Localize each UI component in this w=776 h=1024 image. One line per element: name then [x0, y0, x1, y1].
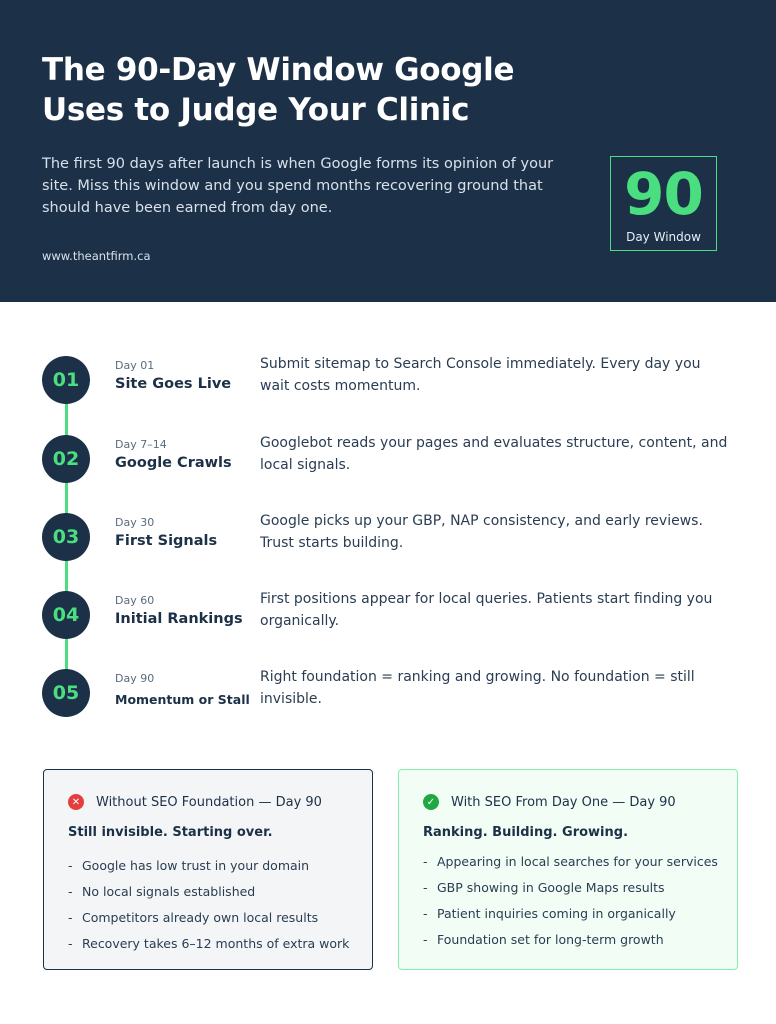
- step-number-circle: 03: [42, 513, 90, 561]
- hero-banner: [0, 0, 776, 302]
- list-item: - No local signals established: [68, 884, 256, 899]
- timeline-step: [42, 669, 742, 729]
- step-number-circle: 01: [42, 356, 90, 404]
- step-title: First Signals: [115, 533, 218, 549]
- x-circle-icon: ✕: [68, 794, 84, 810]
- badge-label: Day Window: [626, 230, 701, 244]
- step-number-circle: 05: [42, 669, 90, 717]
- step-title: Momentum or Stall: [115, 692, 250, 707]
- card-heading-text: Without SEO Foundation — Day 90: [96, 794, 322, 810]
- with-seo-card: [398, 769, 738, 970]
- step-number-circle: 04: [42, 591, 90, 639]
- timeline-step: [42, 356, 742, 416]
- list-item: - Appearing in local searches for your services: [423, 854, 718, 869]
- list-item: - GBP showing in Google Maps results: [423, 880, 665, 895]
- list-item: - Recovery takes 6–12 months of extra work: [68, 936, 350, 951]
- step-description: First positions appear for local queries. Patients start finding you organically.: [260, 591, 713, 629]
- timeline-step: [42, 435, 742, 495]
- timeline-step: [42, 591, 742, 651]
- badge-number: 90: [624, 160, 703, 228]
- step-title: Initial Rankings: [115, 611, 243, 627]
- step-day: Day 01: [115, 359, 155, 372]
- list-item: - Google has low trust in your domain: [68, 858, 310, 873]
- step-description: Right foundation = ranking and growing. No foundation = still invisible.: [260, 669, 695, 707]
- card-list: [68, 853, 349, 957]
- list-item: - Foundation set for long-term growth: [423, 932, 664, 947]
- website-link[interactable]: www.theantfirm.ca: [42, 249, 151, 263]
- step-description: Google picks up your GBP, NAP consistency, and early reviews. Trust starts building.: [260, 513, 703, 551]
- without-seo-card: [43, 769, 373, 970]
- step-title: Site Goes Live: [115, 376, 232, 392]
- step-description: Submit sitemap to Search Console immediately. Every day you wait costs momentum.: [260, 356, 701, 394]
- timeline-step: [42, 513, 742, 573]
- step-day: Day 90: [115, 672, 155, 685]
- card-list: [423, 849, 718, 953]
- card-subheading: Ranking. Building. Growing.: [423, 825, 629, 840]
- step-day: Day 7–14: [115, 438, 167, 451]
- list-item: - Competitors already own local results: [68, 910, 319, 925]
- step-day: Day 30: [115, 516, 155, 529]
- step-title: Google Crawls: [115, 455, 232, 471]
- day-window-badge: [610, 156, 717, 251]
- check-circle-icon: ✓: [423, 794, 439, 810]
- step-day: Day 60: [115, 594, 155, 607]
- card-heading-text: With SEO From Day One — Day 90: [451, 794, 676, 810]
- card-heading: [68, 794, 322, 810]
- step-number-circle: 02: [42, 435, 90, 483]
- card-heading: [423, 794, 676, 810]
- hero-description: The first 90 days after launch is when Google forms its opinion of your site. Miss this window and you spend months recovering ground that should have been earned from day one.: [42, 156, 554, 216]
- step-description: Googlebot reads your pages and evaluates structure, content, and local signals.: [260, 435, 728, 473]
- page-title: The 90-Day Window Google Uses to Judge Your Clinic: [42, 52, 515, 128]
- list-item: - Patient inquiries coming in organically: [423, 906, 676, 921]
- card-subheading: Still invisible. Starting over.: [68, 825, 273, 840]
